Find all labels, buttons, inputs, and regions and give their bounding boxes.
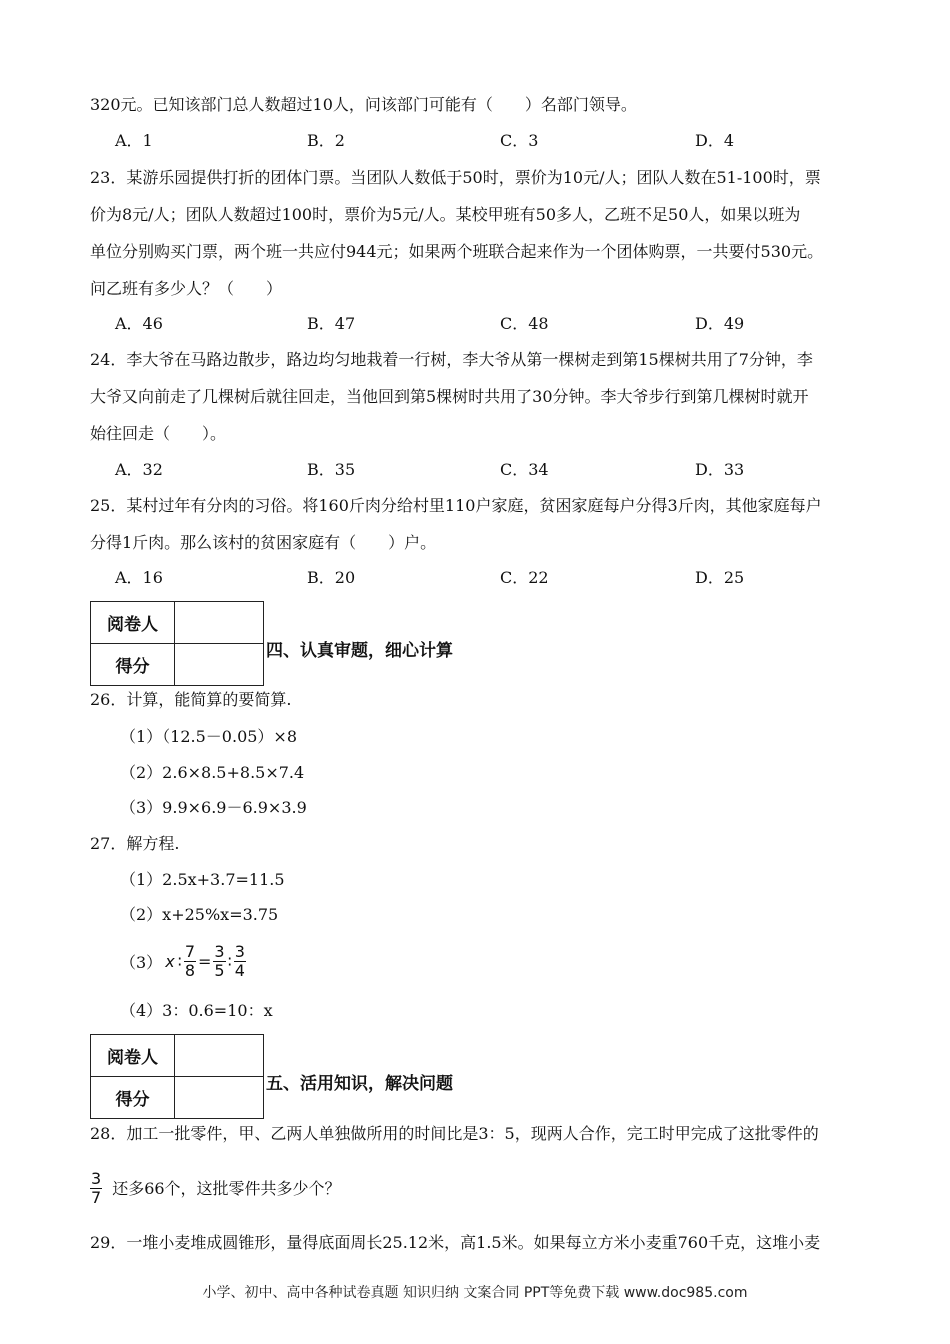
score-label: 得分 [91, 644, 175, 686]
q26-title: 26．计算，能简算的要简算. [90, 690, 292, 709]
q29-line-1: 29．一堆小麦堆成圆锥形，量得底面周长25.12米，高1.5米。如果每立方米小麦重760千克，这堆小麦 [90, 1233, 821, 1252]
equals-sign: = [198, 951, 212, 971]
q27-item-4: （4）3：0.6=10：x [120, 1001, 273, 1020]
q28-text: 还多66个，这批零件共多少个？ [112, 1178, 341, 1198]
fraction-numerator: 7 [184, 941, 196, 961]
option-c: C．48 [500, 314, 549, 333]
fraction-numerator: 3 [91, 1169, 102, 1188]
option-b: B．35 [307, 460, 356, 479]
q27-3-label: （3） [120, 952, 163, 972]
option-d: D．25 [695, 568, 745, 587]
q26-item-2: （2）2.6×8.5+8.5×7.4 [120, 763, 305, 782]
fraction-7-8 [184, 943, 196, 980]
ratio-colon: ∶ [227, 951, 232, 971]
option-a: A．16 [115, 568, 163, 587]
option-c: C．3 [500, 131, 539, 150]
option-b: B．2 [307, 131, 345, 150]
score-box-section5 [90, 1034, 264, 1119]
q23-line-3: 单位分别购买门票，两个班一共应付944元；如果两个班联合起来作为一个团体购票，一共要付530元。 [90, 242, 824, 261]
q26-item-1: （1）（12.5－0.05）×8 [120, 727, 298, 746]
q22-tail: 320元。已知该部门总人数超过10人，问该部门可能有（ ）名部门领导。 [90, 95, 637, 114]
fraction-numerator: 3 [234, 941, 245, 961]
option-d: D．4 [695, 131, 735, 150]
q27-item-3 [120, 940, 248, 982]
option-d: D．49 [695, 314, 745, 333]
option-d: D．33 [695, 460, 745, 479]
q23-line-1: 23．某游乐园提供打折的团体门票。当团队人数低于50时，票价为10元/人；团队人数在51-100时，票 [90, 168, 821, 187]
score-cell[interactable] [175, 1077, 264, 1119]
q26-item-3: （3）9.9×6.9－6.9×3.9 [120, 798, 307, 817]
page-footer: 小学、初中、高中各种试卷真题 知识归纳 文案合同 PPT等免费下载 www.doc985.com [202, 1285, 748, 1301]
fraction-numerator: 3 [214, 941, 225, 961]
q27-item-2: （2）x+25%x=3.75 [120, 905, 279, 924]
section-4-heading: 四、认真审题，细心计算 [266, 641, 453, 661]
fraction-denominator: 8 [184, 960, 196, 980]
option-c: C．22 [500, 568, 549, 587]
score-box-section4 [90, 601, 264, 686]
fraction-denominator: 4 [234, 960, 245, 980]
q25-line-1: 25．某村过年有分肉的习俗。将160斤肉分给村里110户家庭，贫困家庭每户分得3斤肉，其他家庭每户 [90, 496, 822, 515]
q28-line-2 [90, 1170, 341, 1207]
option-a: A．46 [115, 314, 163, 333]
q25-line-2: 分得1斤肉。那么该村的贫困家庭有（ ）户。 [90, 533, 437, 552]
option-b: B．47 [307, 314, 356, 333]
option-b: B．20 [307, 568, 356, 587]
score-label: 得分 [91, 1077, 175, 1119]
q28-line-1: 28．加工一批零件，甲、乙两人单独做所用的时间比是3：5，现两人合作，完工时甲完成了这批零件的 [90, 1124, 819, 1143]
fraction-3-4 [234, 943, 246, 980]
fraction-3-7 [90, 1170, 102, 1207]
reviewer-label: 阅卷人 [91, 1035, 175, 1077]
option-a: A．32 [115, 460, 163, 479]
q24-line-2: 大爷又向前走了几棵树后就往回走，当他回到第5棵树时共用了30分钟。李大爷步行到第几棵树时就开 [90, 387, 809, 406]
q27-title: 27．解方程. [90, 834, 180, 853]
section-5-heading: 五、活用知识，解决问题 [266, 1074, 453, 1094]
q23-line-4: 问乙班有多少人？（ ） [90, 279, 283, 298]
ratio-colon: ∶ [177, 951, 182, 971]
q23-line-2: 价为8元/人；团队人数超过100时，票价为5元/人。某校甲班有50多人，乙班不足50人，如果以班为 [90, 205, 801, 224]
q24-line-3: 始往回走（ ）。 [90, 424, 227, 443]
q24-line-1: 24．李大爷在马路边散步，路边均匀地栽着一行树，李大爷从第一棵树走到第15棵树共用了7分钟，李 [90, 350, 813, 369]
reviewer-cell[interactable] [175, 602, 264, 644]
reviewer-cell[interactable] [175, 1035, 264, 1077]
fraction-denominator: 7 [91, 1188, 102, 1207]
option-a: A．1 [115, 131, 153, 150]
q27-item-1: （1）2.5x+3.7=11.5 [120, 870, 285, 889]
reviewer-label: 阅卷人 [91, 602, 175, 644]
fraction-denominator: 5 [214, 960, 225, 980]
fraction-3-5 [213, 943, 225, 980]
variable-x: x [165, 951, 175, 971]
option-c: C．34 [500, 460, 549, 479]
score-cell[interactable] [175, 644, 264, 686]
